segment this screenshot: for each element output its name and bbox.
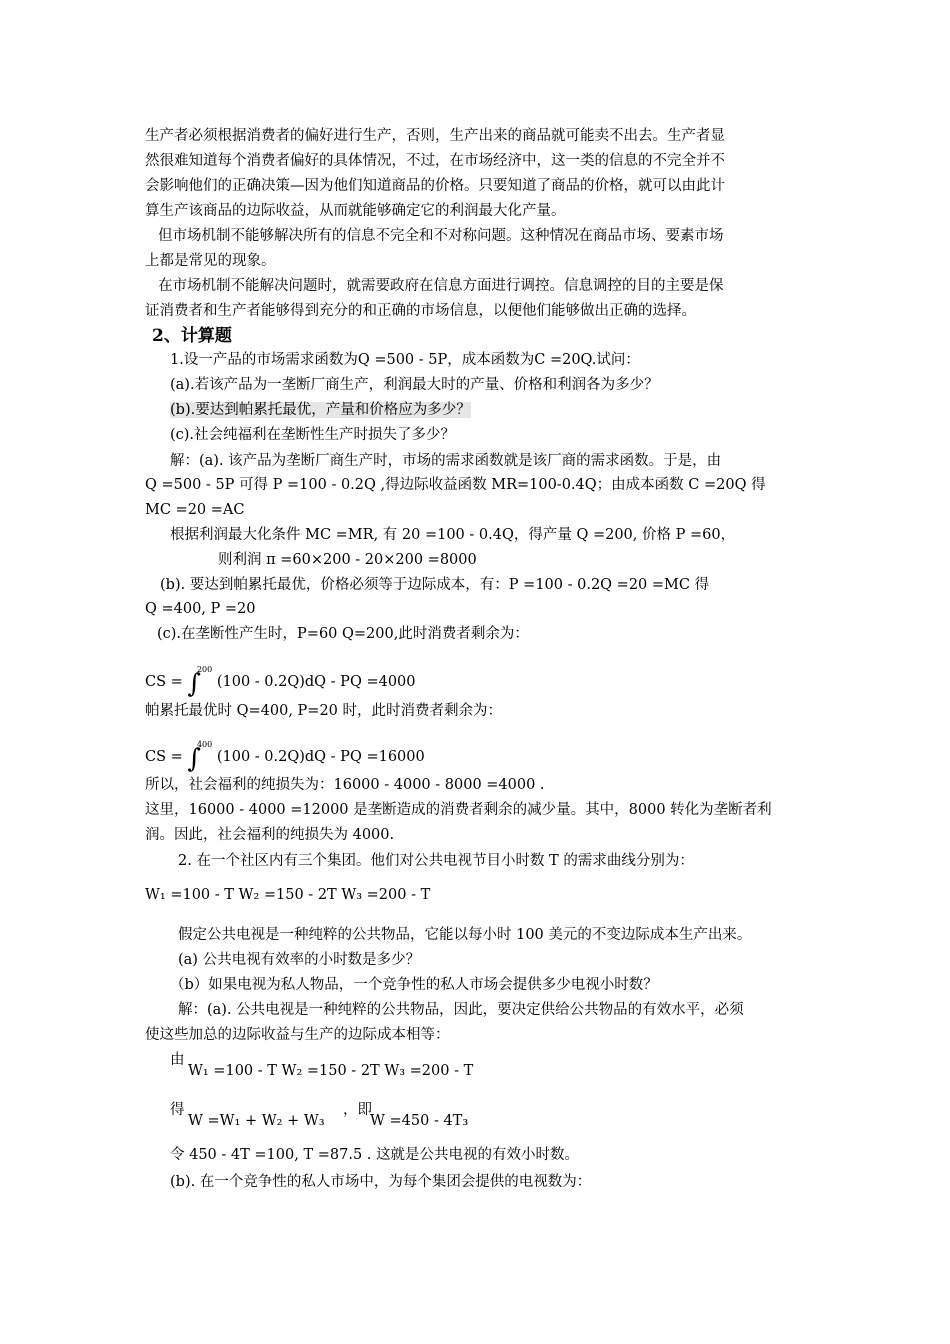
solution-line: 由 <box>170 1052 185 1068</box>
question-2b: （b）如果电视为私人物品，一个竞争性的私人市场会提供多少电视小时数？ <box>170 977 658 993</box>
formula-line: Q =400, P =20 <box>145 601 256 617</box>
text-line: 会影响他们的正确决策—因为他们知道商品的价格。只要知道了商品的价格，就可以由此计 <box>145 178 725 194</box>
text-line: 但市场机制不能够解决所有的信息不完全和不对称问题。这种情况在商品市场、要素市场 <box>158 228 724 244</box>
solution-line: 所以，社会福利的纯损失为：16000 - 4000 - 8000 =4000 . <box>145 777 545 793</box>
formula-line: MC =20 =AC <box>145 502 245 518</box>
solution-line: 假定公共电视是一种纯粹的公共物品，它能以每小时 100 美元的不变边际成本生产出来。 <box>178 927 752 943</box>
question-1b <box>170 400 471 420</box>
integral-formula <box>145 660 416 699</box>
solution-line: 则利润 π =60×200 - 20×200 =8000 <box>218 552 477 568</box>
integral-upper-limit: 200 <box>196 665 213 674</box>
section-heading: 2、计算题 <box>152 326 232 346</box>
solution-line: ，即 <box>343 1102 372 1118</box>
solution-line: 帕累托最优时 Q=400, P=20 时，此时消费者剩余为： <box>145 703 503 719</box>
integral-upper-limit: 400 <box>196 740 213 749</box>
solution-line: (c).在垄断性产生时，P=60 Q=200,此时消费者剩余为： <box>157 626 529 642</box>
text-line: 证消费者和生产者能够得到充分的和正确的市场信息，以便他们能够做出正确的选择。 <box>145 303 696 319</box>
solution-line: 这里，16000 - 4000 =12000 是垄断造成的消费者剩余的减少量。其中，8000 转化为垄断者利 <box>145 802 772 818</box>
question-1a: (a).若该产品为一垄断厂商生产，利润最大时的产量、价格和利润各为多少？ <box>170 377 659 393</box>
integral-sign: ∫ <box>187 744 201 774</box>
solution-line: (b). 要达到帕累托最优，价格必须等于边际成本，有：P =100 - 0.2Q =20 =MC 得 <box>160 577 710 593</box>
cs-label: CS = <box>145 749 183 765</box>
question-2a: (a) 公共电视有效率的小时数是多少？ <box>178 952 421 968</box>
text-line: 上都是常见的现象。 <box>145 253 276 269</box>
question-1: 1.设一产品的市场需求函数为Q =500 - 5P，成本函数为C =20Q.试问： <box>170 352 640 368</box>
text-line: 然很难知道每个消费者偏好的具体情况，不过，在市场经济中，这一类的信息的不完全并不 <box>145 153 725 169</box>
integral-formula <box>145 735 425 774</box>
text-line: 在市场机制不能解决问题时，就需要政府在信息方面进行调控。信息调控的目的主要是保 <box>158 278 724 294</box>
solution-line: 根据利润最大化条件 MC =MR, 有 20 =100 - 0.4Q，得产量 Q =200, 价格 P =60， <box>170 527 736 543</box>
integral-sign: ∫ <box>187 669 201 699</box>
solution-line: 润。因此，社会福利的纯损失为 4000. <box>145 827 395 843</box>
formula-line: W =450 - 4T₃ <box>370 1113 469 1129</box>
solution-line: 解：(a). 该产品为垄断厂商生产时，市场的需求函数就是该厂商的需求函数。于是，由 <box>170 453 722 469</box>
solution-line: Q =500 - 5P 可得 P =100 - 0.2Q ,得边际收益函数 MR=100-0.4Q；由成本函数 C =20Q 得 <box>145 477 766 493</box>
solution-line: 使这些加总的边际收益与生产的边际成本相等： <box>145 1027 450 1043</box>
solution-line: 解：(a). 公共电视是一种纯粹的公共物品，因此，要决定供给公共物品的有效水平，必须 <box>178 1002 744 1018</box>
solution-line: 得 <box>170 1102 185 1118</box>
formula-line: W₁ =100 - T W₂ =150 - 2T W₃ =200 - T <box>188 1063 474 1079</box>
question-1c: (c).社会纯福利在垄断性生产时损失了多少？ <box>170 427 456 443</box>
integrand: (100 - 0.2Q)dQ - PQ =4000 <box>216 674 416 690</box>
highlighted-text: (b).要达到帕累托最优，产量和价格应为多少？ <box>170 402 471 418</box>
integrand: (100 - 0.2Q)dQ - PQ =16000 <box>216 749 425 765</box>
formula-line: W₁ =100 - T W₂ =150 - 2T W₃ =200 - T <box>145 887 431 903</box>
cs-label: CS = <box>145 674 183 690</box>
solution-line: 令 450 - 4T =100, T =87.5 . 这就是公共电视的有效小时数。 <box>170 1147 579 1163</box>
text-line: 算生产该商品的边际收益，从而就能够确定它的利润最大化产量。 <box>145 203 566 219</box>
solution-line: (b). 在一个竞争性的私人市场中，为每个集团会提供的电视数为： <box>170 1174 592 1190</box>
formula-line: W =W₁ + W₂ + W₃ <box>188 1113 325 1129</box>
question-2: 2. 在一个社区内有三个集团。他们对公共电视节目小时数 T 的需求曲线分别为： <box>178 853 694 869</box>
text-line: 生产者必须根据消费者的偏好进行生产，否则，生产出来的商品就可能卖不出去。生产者显 <box>145 128 725 144</box>
